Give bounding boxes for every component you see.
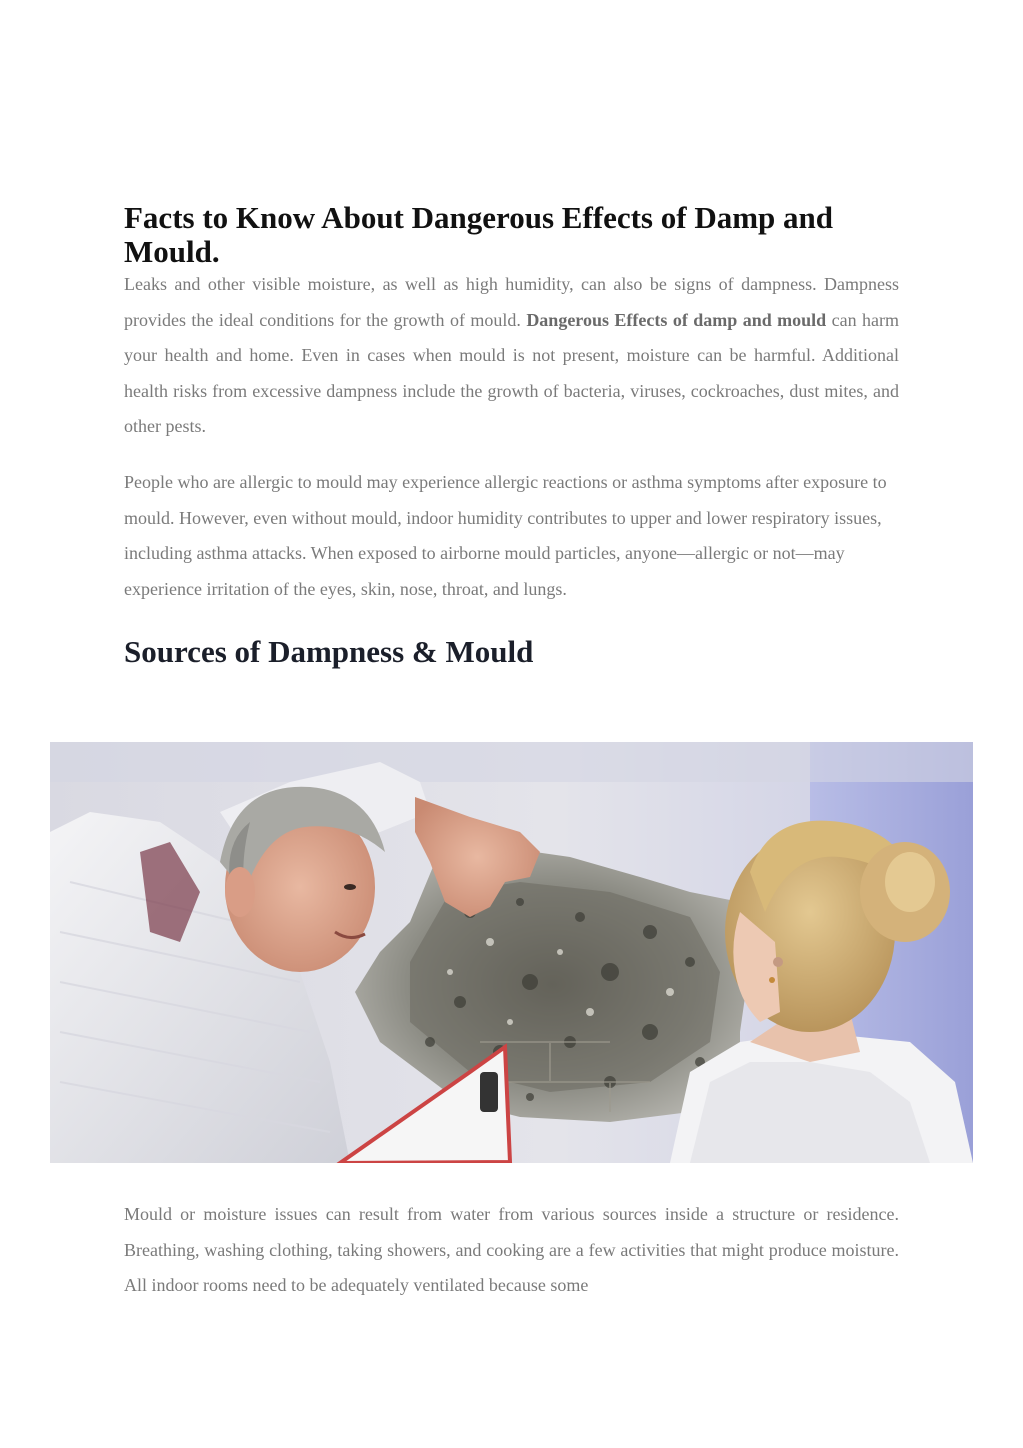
mould-inspection-photo bbox=[50, 742, 973, 1163]
intro-text-end: can harm your health and home. Even in cases when mould is not present, moisture can be harmful. Additional health risks from excessive dampness include the growth of bacteria, viruses, cockroaches, dust mites, and other pests. bbox=[124, 309, 899, 436]
intro-bold-phrase: Dangerous Effects of damp and mould bbox=[526, 309, 827, 330]
section-heading: Sources of Dampness & Mould bbox=[124, 634, 534, 669]
allergy-paragraph: People who are allergic to mould may experience allergic reactions or asthma symptoms after exposure to mould. However, even without mould, indoor humidity contributes to upper and lower respiratory issues, including asthma attacks. When exposed to airborne mould particles, anyone—allergic or not—may experience irritation of the eyes, skin, nose, throat, and lungs. bbox=[124, 472, 887, 599]
sources-paragraph: Mould or moisture issues can result from water from various sources inside a structure or residence. Breathing, washing clothing, taking showers, and cooking are a few activities that might produce moisture. All indoor rooms need to be adequately ventilated because some bbox=[124, 1204, 899, 1295]
intro-paragraph bbox=[124, 267, 899, 445]
photo-illustration bbox=[50, 742, 973, 1163]
page-title: Facts to Know About Dangerous Effects of Damp and Mould. bbox=[124, 200, 834, 269]
intro-text-start: Leaks and other visible moisture, as well as high humidity, can also be signs of dampness. Dampness provides the ideal conditions for the growth of mould. bbox=[124, 274, 899, 330]
